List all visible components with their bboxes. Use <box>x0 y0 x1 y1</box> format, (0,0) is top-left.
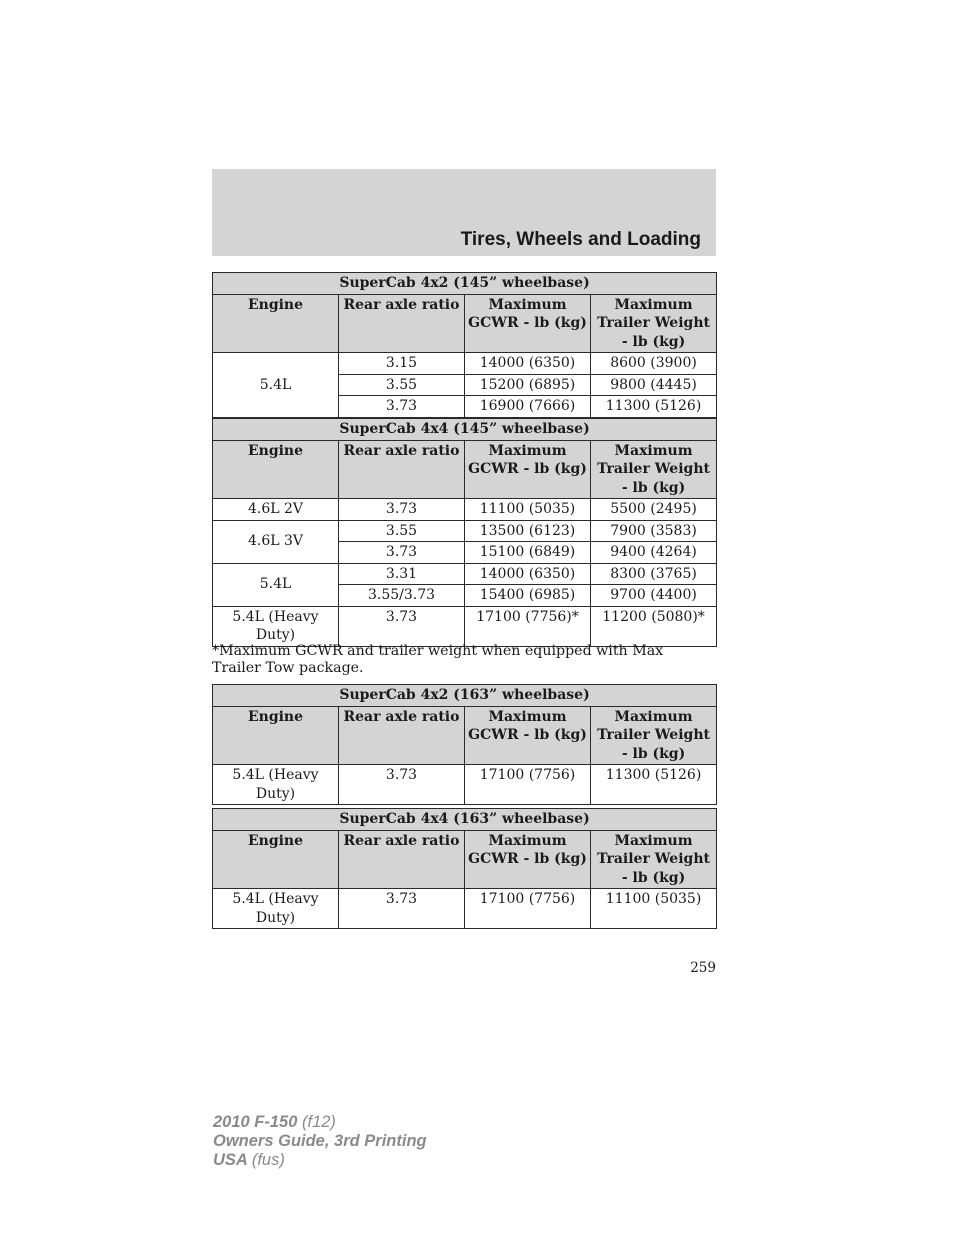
ratio-cell: 3.73 <box>339 606 465 646</box>
engine-cell: 4.6L 2V <box>213 499 339 521</box>
table-row <box>213 889 717 929</box>
footnote: *Maximum GCWR and trailer weight when equipped with Max Trailer Tow package. <box>212 643 664 676</box>
footer-model-code: (f12) <box>302 1113 336 1131</box>
ratio-cell: 3.55 <box>339 374 465 396</box>
table-title: SuperCab 4x4 (145” wheelbase) <box>213 419 717 441</box>
column-header-max-trailer-weight: Maximum Trailer Weight - lb (kg) <box>591 706 717 765</box>
ratio-cell: 3.31 <box>339 563 465 585</box>
column-header-max-gcwr: Maximum GCWR - lb (kg) <box>465 294 591 353</box>
engine-cell: 5.4L <box>213 563 339 606</box>
gcwr-cell: 17100 (7756) <box>465 889 591 929</box>
column-header-rear-axle-ratio: Rear axle ratio <box>339 440 465 499</box>
gcwr-cell: 16900 (7666) <box>465 396 591 418</box>
trailer-weight-cell: 9400 (4264) <box>591 542 717 564</box>
footer-model: 2010 F-150 <box>213 1113 298 1131</box>
trailer-weight-cell: 9700 (4400) <box>591 585 717 607</box>
footer-region-code: (fus) <box>251 1151 285 1169</box>
gcwr-cell: 17100 (7756)* <box>465 606 591 646</box>
column-header-engine: Engine <box>213 830 339 889</box>
trailer-weight-cell: 7900 (3583) <box>591 520 717 542</box>
towing-table-4x2-163 <box>212 684 717 805</box>
gcwr-cell: 15400 (6985) <box>465 585 591 607</box>
trailer-weight-cell: 11200 (5080)* <box>591 606 717 646</box>
gcwr-cell: 14000 (6350) <box>465 563 591 585</box>
ratio-cell: 3.15 <box>339 353 465 375</box>
trailer-weight-cell: 11300 (5126) <box>591 396 717 418</box>
trailer-weight-cell: 8300 (3765) <box>591 563 717 585</box>
trailer-weight-cell: 11100 (5035) <box>591 889 717 929</box>
trailer-weight-cell: 8600 (3900) <box>591 353 717 375</box>
engine-cell: 4.6L 3V <box>213 520 339 563</box>
column-header-rear-axle-ratio: Rear axle ratio <box>339 830 465 889</box>
gcwr-cell: 11100 (5035) <box>465 499 591 521</box>
footer-region: USA <box>213 1151 248 1169</box>
table-row <box>213 353 717 375</box>
gcwr-cell: 15100 (6849) <box>465 542 591 564</box>
trailer-weight-cell: 5500 (2495) <box>591 499 717 521</box>
trailer-weight-cell: 11300 (5126) <box>591 765 717 805</box>
footer-line-model <box>213 1113 427 1132</box>
towing-table-4x4-145 <box>212 418 717 647</box>
ratio-cell: 3.73 <box>339 542 465 564</box>
table-row <box>213 499 717 521</box>
ratio-cell: 3.73 <box>339 396 465 418</box>
table-title: SuperCab 4x2 (145” wheelbase) <box>213 273 717 295</box>
towing-table-4x2-145 <box>212 272 717 418</box>
page-number: 259 <box>690 960 716 976</box>
column-header-max-trailer-weight: Maximum Trailer Weight - lb (kg) <box>591 294 717 353</box>
gcwr-cell: 17100 (7756) <box>465 765 591 805</box>
column-header-engine: Engine <box>213 294 339 353</box>
engine-cell: 5.4L (Heavy Duty) <box>213 765 339 805</box>
table-title: SuperCab 4x2 (163” wheelbase) <box>213 685 717 707</box>
ratio-cell: 3.73 <box>339 765 465 805</box>
footer-line-region <box>213 1151 427 1170</box>
ratio-cell: 3.73 <box>339 889 465 929</box>
ratio-cell: 3.55/3.73 <box>339 585 465 607</box>
trailer-weight-cell: 9800 (4445) <box>591 374 717 396</box>
table-row <box>213 563 717 585</box>
column-header-engine: Engine <box>213 706 339 765</box>
column-header-engine: Engine <box>213 440 339 499</box>
ratio-cell: 3.73 <box>339 499 465 521</box>
engine-cell: 5.4L (Heavy Duty) <box>213 606 339 646</box>
gcwr-cell: 15200 (6895) <box>465 374 591 396</box>
column-header-max-gcwr: Maximum GCWR - lb (kg) <box>465 706 591 765</box>
column-header-rear-axle-ratio: Rear axle ratio <box>339 706 465 765</box>
engine-cell: 5.4L (Heavy Duty) <box>213 889 339 929</box>
column-header-max-trailer-weight: Maximum Trailer Weight - lb (kg) <box>591 440 717 499</box>
towing-table-4x4-163 <box>212 808 717 929</box>
table-row <box>213 765 717 805</box>
column-header-max-gcwr: Maximum GCWR - lb (kg) <box>465 830 591 889</box>
gcwr-cell: 13500 (6123) <box>465 520 591 542</box>
column-header-max-gcwr: Maximum GCWR - lb (kg) <box>465 440 591 499</box>
section-title: Tires, Wheels and Loading <box>460 229 701 250</box>
footer-imprint <box>213 1113 427 1170</box>
table-title: SuperCab 4x4 (163” wheelbase) <box>213 809 717 831</box>
table-row <box>213 520 717 542</box>
footer-guide: Owners Guide, 3rd Printing <box>213 1132 427 1150</box>
engine-cell: 5.4L <box>213 353 339 418</box>
table-row <box>213 606 717 646</box>
gcwr-cell: 14000 (6350) <box>465 353 591 375</box>
column-header-max-trailer-weight: Maximum Trailer Weight - lb (kg) <box>591 830 717 889</box>
column-header-rear-axle-ratio: Rear axle ratio <box>339 294 465 353</box>
ratio-cell: 3.55 <box>339 520 465 542</box>
section-header-band <box>212 169 716 256</box>
